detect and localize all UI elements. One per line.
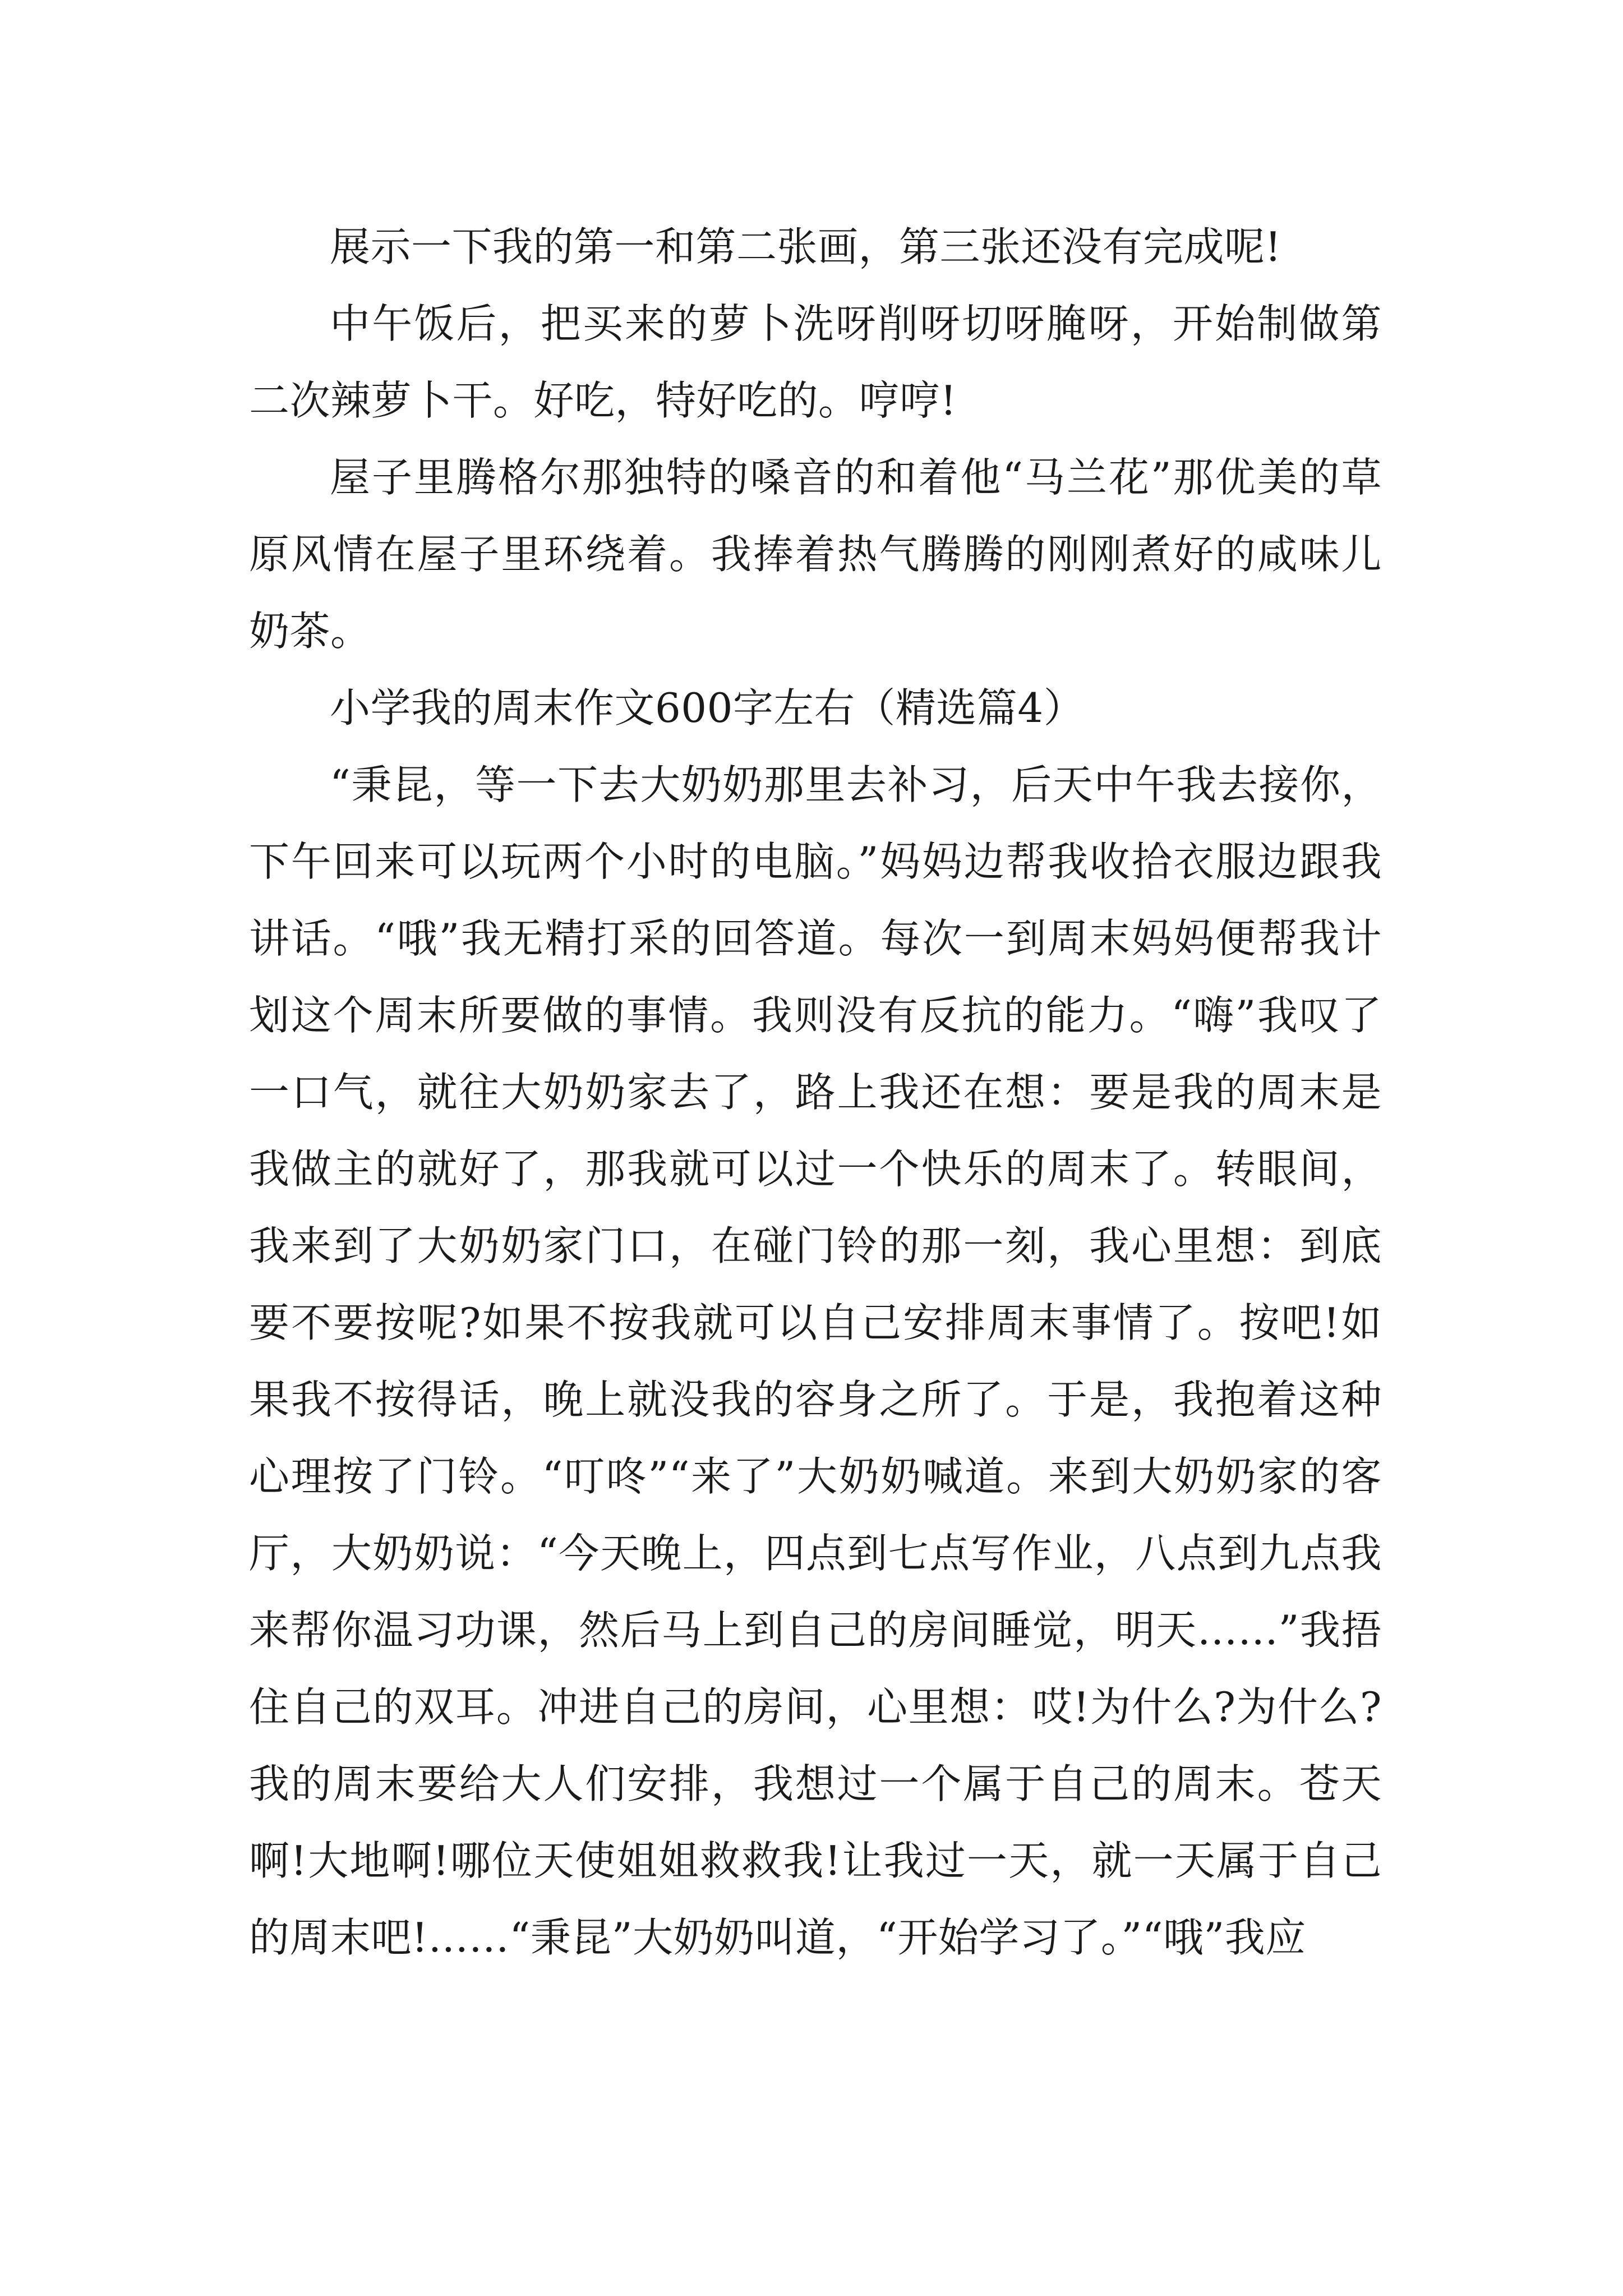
document-body — [249, 209, 1382, 1976]
paragraph-radish: 中午饭后，把买来的萝卜洗呀削呀切呀腌呀，开始制做第二次辣萝卜干。好吃，特好吃的。哼哼! — [249, 300, 1382, 424]
paragraph-milk-tea: 屋子里腾格尔那独特的嗓音的和着他“马兰花”那优美的草原风情在屋子里环绕着。我捧着热气腾腾的刚刚煮好的咸味儿奶茶。 — [249, 454, 1382, 655]
paragraph-weekend-story: “秉昆，等一下去大奶奶那里去补习，后天中午我去接你，下午回来可以玩两个小时的电脑。”妈妈边帮我收拾衣服边跟我讲话。“哦”我无精打采的回答道。每次一到周末妈妈便帮我计划这个周末所要做的事情。我则没有反抗的能力。“嗨”我叹了一口气，就往大奶奶家去了，路上我还在想：要是我的周末是我做主的就好了，那我就可以过一个快乐的周末了。转眼间，我来到了大奶奶家门口，在碰门铃的那一刻，我心里想：到底要不要按呢?如果不按我就可以自己安排周末事情了。按吧!如果我不按得话，晚上就没我的容身之所了。于是，我抱着这种心理按了门铃。“叮咚”“来了”大奶奶喊道。来到大奶奶家的客厅，大奶奶说：“今天晚上，四点到七点写作业，八点到九点我来帮你温习功课，然后马上到自己的房间睡觉，明天……”我捂住自己的双耳。冲进自己的房间，心里想：哎!为什么?为什么?我的周末要给大人们安排，我想过一个属于自己的周末。苍天啊!大地啊!哪位天使姐姐救救我!让我过一天，就一天属于自己的周末吧!……“秉昆”大奶奶叫道，“开始学习了。”“哦”我应 — [249, 761, 1382, 1961]
section-heading: 小学我的周末作文600字左右（精选篇4） — [330, 684, 1085, 731]
paragraph-drawings: 展示一下我的第一和第二张画，第三张还没有完成呢! — [330, 223, 1281, 270]
